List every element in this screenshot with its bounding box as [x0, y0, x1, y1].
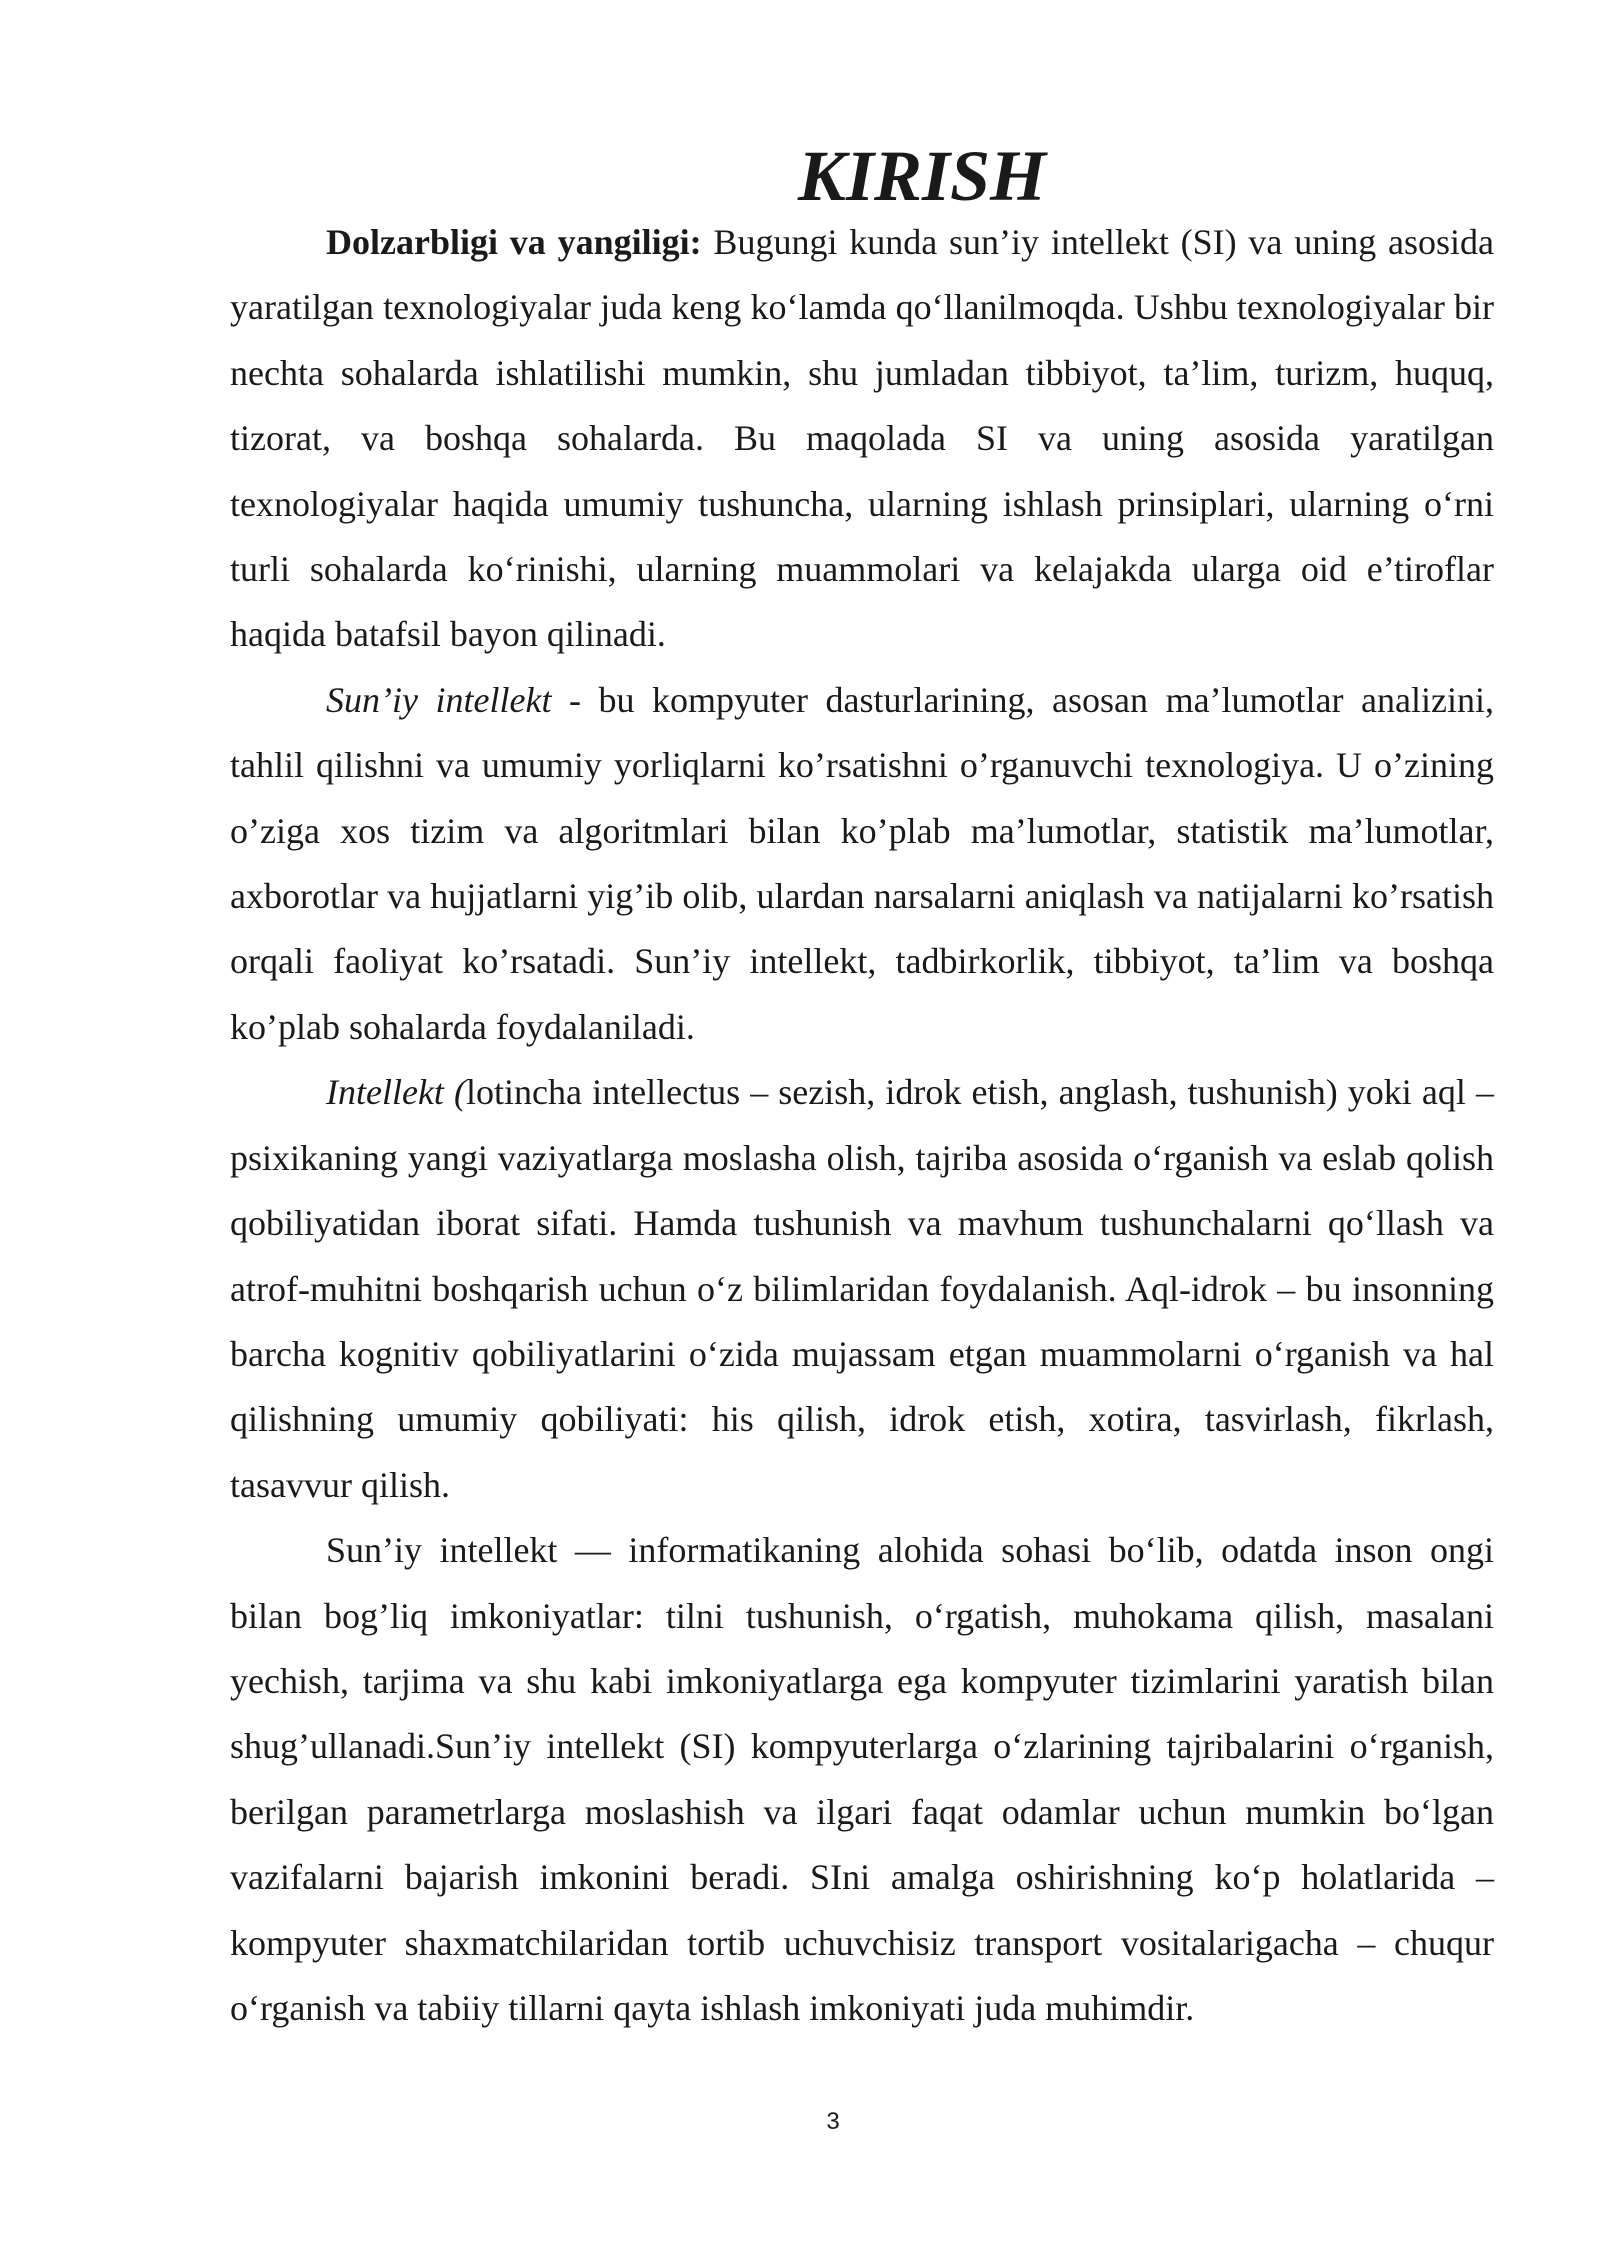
paragraph-lead-bold: Dolzarbligi va yangiligi:: [326, 222, 702, 262]
paragraph-text: Sun’iy intellekt — informatikaning alohida sohasi bo‘lib, odatda inson ongi bilan bog’liq imkoniyatlar: tilni tushunish, o‘rgatish, muhokama qilish, masalani yechish, tarjima va shu kabi imkoniyatlarga ega kompyuter tizimlarini yaratish bilan shug’ullanadi.Sun’iy intellekt (SI) kompyuterlarga o‘zlarining tajribalarini o‘rganish, berilgan parametrlarga moslashish va ilgari faqat odamlar uchun mumkin bo‘lgan vazifalarni bajarish imkonini beradi. SIni amalga oshirishning ko‘p holatlarida – kompyuter shaxmatchilaridan tortib uchuvchisiz transport vositalarigacha – chuqur o‘rganish va tabiiy tillarni qayta ishlash imkoniyati juda muhimdir.: [230, 1530, 1494, 2028]
paragraph-ai-field: [230, 1518, 1494, 2041]
paragraph-lead-italic: Sun’iy intellekt: [326, 679, 552, 720]
page-content: [230, 136, 1495, 2041]
paragraph-relevance: [230, 210, 1494, 668]
paragraph-intellect-definition: [230, 1060, 1494, 1518]
page-number: 3: [826, 2108, 840, 2135]
paragraph-ai-definition: [230, 668, 1494, 1060]
paragraph-text: lotincha intellectus – sezish, idrok etish, anglash, tushunish) yoki aql – psixikaning yangi vaziyatlarga moslasha olish, tajriba asosida o‘rganish va eslab qolish qobiliyatidan iborat sifati. Hamda tushunish va mavhum tushunchalarni qo‘llash va atrof-muhitni boshqarish uchun o‘z bilimlaridan foydalanish. Aql-idrok – bu insonning barcha kognitiv qobiliyatlarini o‘zida mujassam etgan muammolarni o‘rganish va hal qilishning umumiy qobiliyati: his qilish, idrok etish, xotira, tasvirlash, fikrlash, tasavvur qilish.: [230, 1072, 1495, 1505]
paragraph-text: Bugungi kunda sun’iy intellekt (SI) va uning asosida yaratilgan texnologiyalar juda keng ko‘lamda qo‘llanilmoqda. Ushbu texnologiyalar bir nechta sohalarda ishlatilishi mumkin, shu jumladan tibbiyot, ta’lim, turizm, huquq, tizorat, va boshqa sohalarda. Bu maqolada SI va uning asosida yaratilgan texnologiyalar haqida umumiy tushuncha, ularning ishlash prinsiplari, ularning o‘rni turli sohalarda ko‘rinishi, ularning muammolari va kelajakda ularga oid e’tiroflar haqida batafsil bayon qilinadi.: [230, 222, 1494, 655]
paragraph-text: - bu kompyuter dasturlarining, asosan ma’lumotlar analizini, tahlil qilishni va umumiy yorliqlarni ko’rsatishni o’rganuvchi texnologiya. U o’zining o’ziga xos tizim va algoritmlari bilan ko’plab ma’lumotlar, statistik ma’lumotlar, axborotlar va hujjatlarni yig’ib olib, ulardan narsalarni aniqlash va natijalarni ko’rsatish orqali faoliyat ko’rsatadi. Sun’iy intellekt, tadbirkorlik, tibbiyot, ta’lim va boshqa ko’plab sohalarda foydalaniladi.: [230, 679, 1494, 1047]
section-heading: KIRISH: [797, 136, 1047, 216]
paragraph-lead-italic: Intellekt (: [326, 1072, 467, 1113]
